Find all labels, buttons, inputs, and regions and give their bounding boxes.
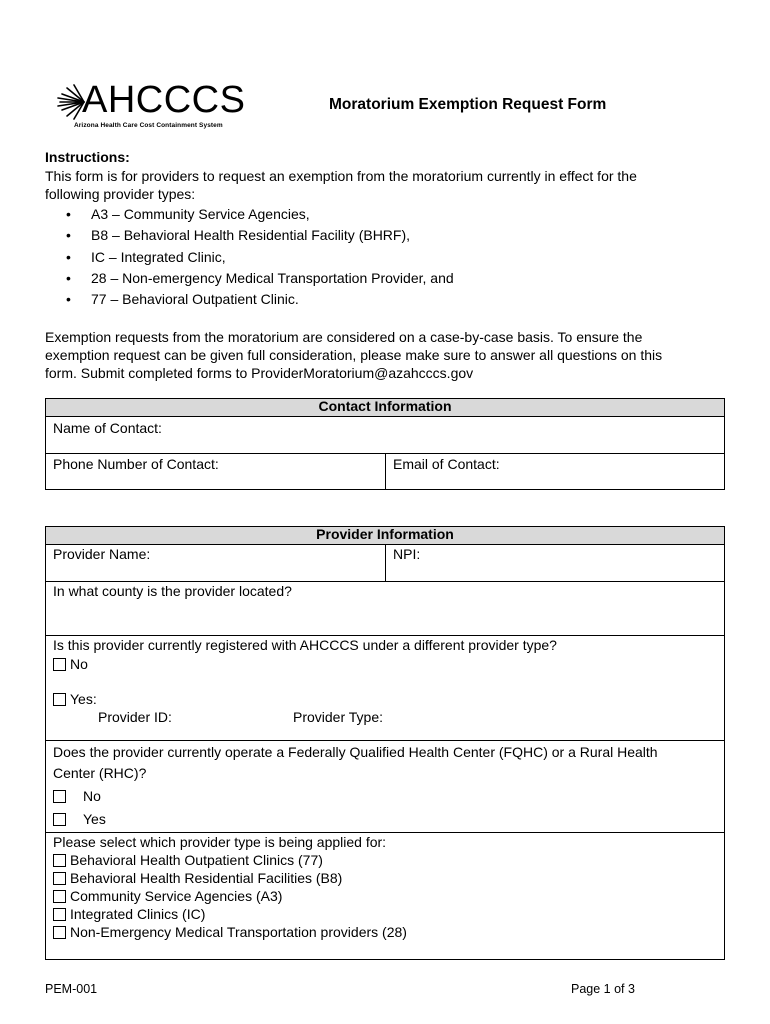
provider-table-header: Provider Information: [46, 527, 724, 545]
divider: [46, 740, 724, 741]
fqhc-no-option[interactable]: No: [53, 787, 101, 805]
provider-type-question: Please select which provider type is being applied for:: [53, 834, 387, 850]
type-option-ic[interactable]: Integrated Clinics (IC): [53, 905, 205, 923]
instructions-intro: [45, 167, 725, 203]
fqhc-no-checkbox[interactable]: [53, 790, 66, 803]
list-item: • 77 – Behavioral Outpatient Clinic.: [66, 291, 299, 308]
provider-name-field[interactable]: Provider Name:: [53, 546, 151, 562]
list-item: • 28 – Non-emergency Medical Transportation Provider, and: [66, 269, 454, 286]
divider: [46, 832, 724, 833]
para2-line-3: form. Submit completed forms to ProviderMoratorium@azahcccs.gov: [45, 365, 474, 381]
fqhc-question-line-2: Center (RHC)?: [53, 765, 147, 781]
instructions-heading: Instructions:: [45, 149, 130, 165]
provider-id-field[interactable]: Provider ID:: [98, 709, 172, 725]
intro-line-1: This form is for providers to request an exemption from the moratorium currently in effect for the: [45, 168, 637, 184]
phone-of-contact-field[interactable]: Phone Number of Contact:: [53, 456, 219, 472]
provider-information-table: [45, 526, 725, 960]
county-field[interactable]: In what county is the provider located?: [53, 583, 292, 599]
divider: [385, 453, 386, 489]
list-item: • B8 – Behavioral Health Residential Facility (BHRF),: [66, 227, 411, 244]
registered-no-option[interactable]: No: [53, 655, 88, 673]
type-28-checkbox[interactable]: [53, 926, 66, 939]
type-option-77[interactable]: Behavioral Health Outpatient Clinics (77): [53, 851, 323, 869]
ahcccs-logo: [54, 78, 244, 136]
type-77-checkbox[interactable]: [53, 854, 66, 867]
divider: [385, 545, 386, 581]
registered-yes-option[interactable]: Yes:: [53, 690, 97, 708]
instructions-paragraph: [45, 328, 725, 382]
type-a3-checkbox[interactable]: [53, 890, 66, 903]
divider: [46, 635, 724, 636]
no-checkbox[interactable]: [53, 658, 66, 671]
contact-information-table: [45, 398, 725, 490]
form-title: Moratorium Exemption Request Form: [329, 96, 607, 113]
fqhc-yes-option[interactable]: Yes: [53, 810, 106, 828]
type-option-a3[interactable]: Community Service Agencies (A3): [53, 887, 282, 905]
para2-line-1: Exemption requests from the moratorium are considered on a case-by-case basis. To ensure the: [45, 329, 643, 345]
yes-checkbox[interactable]: [53, 693, 66, 706]
logo-subtitle: Arizona Health Care Cost Containment System: [74, 122, 223, 129]
npi-field[interactable]: NPI:: [393, 546, 421, 562]
type-option-28[interactable]: Non-Emergency Medical Transportation providers (28): [53, 923, 407, 941]
para2-line-2: exemption request can be given full consideration, please make sure to answer all questions on this: [45, 347, 663, 363]
logo-wordmark: AHCCCS: [82, 79, 246, 121]
type-ic-checkbox[interactable]: [53, 908, 66, 921]
provider-type-list: [66, 205, 454, 311]
fqhc-question-line-1: Does the provider currently operate a Federally Qualified Health Center (FQHC) or a Rural Health: [53, 744, 658, 760]
intro-line-2: following provider types:: [45, 186, 196, 202]
form-code: PEM-001: [45, 982, 98, 996]
provider-type-field[interactable]: Provider Type:: [293, 709, 384, 725]
fqhc-yes-checkbox[interactable]: [53, 813, 66, 826]
page-number: Page 1 of 3: [571, 982, 635, 996]
list-item: • IC – Integrated Clinic,: [66, 248, 226, 265]
type-option-b8[interactable]: Behavioral Health Residential Facilities (B8): [53, 869, 342, 887]
list-item: • A3 – Community Service Agencies,: [66, 206, 310, 222]
divider: [46, 581, 724, 582]
name-of-contact-field[interactable]: Name of Contact:: [53, 420, 162, 436]
email-of-contact-field[interactable]: Email of Contact:: [393, 456, 500, 472]
contact-table-header: Contact Information: [46, 399, 724, 417]
registered-question: Is this provider currently registered with AHCCCS under a different provider type?: [53, 637, 557, 653]
type-b8-checkbox[interactable]: [53, 872, 66, 885]
